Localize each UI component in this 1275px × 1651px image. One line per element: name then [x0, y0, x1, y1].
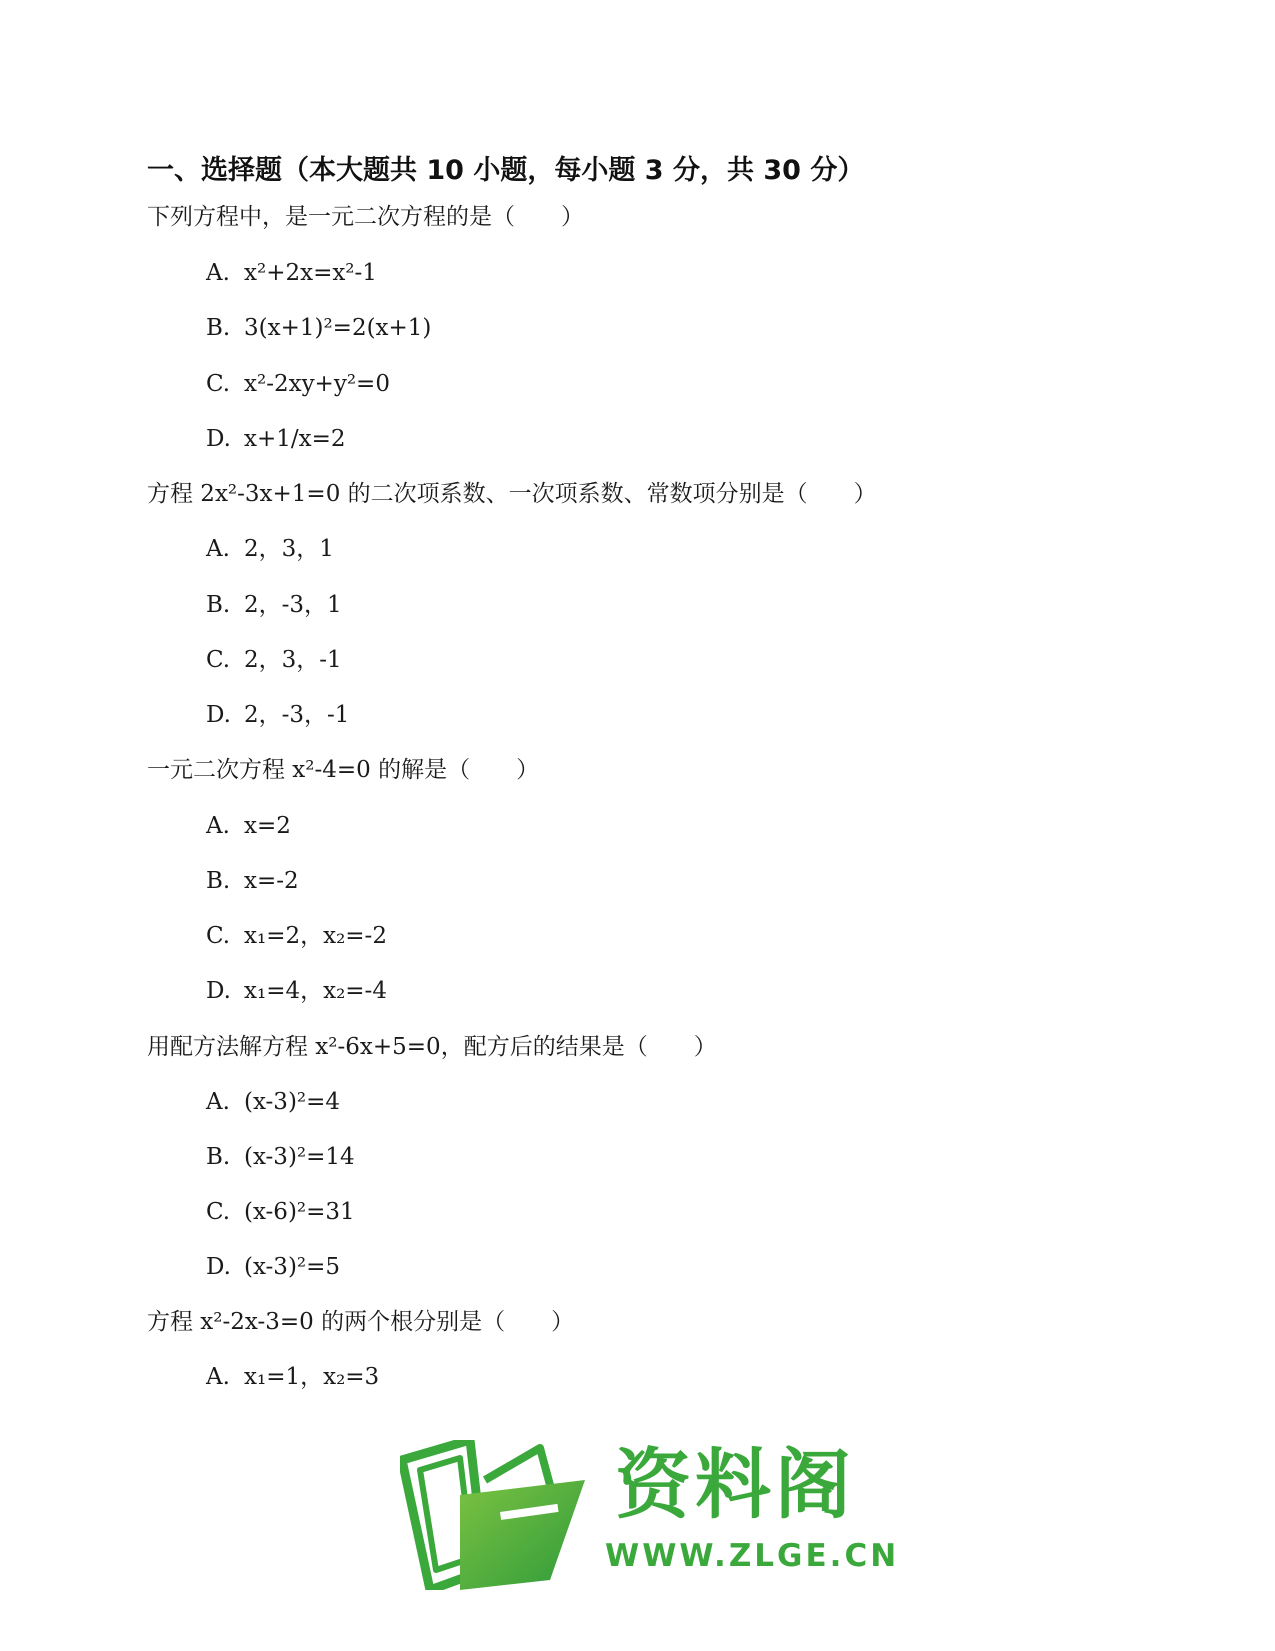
- question-option: [206, 699, 349, 731]
- section-title: 一、选择题（本大题共 10 小题，每小题 3 分，共 30 分）: [147, 155, 865, 186]
- option-label: D.: [206, 1254, 231, 1280]
- question-stem: 方程 2x²-3x+1=0 的二次项系数、一次项系数、常数项分别是（ ）: [147, 481, 877, 507]
- book-icon: [400, 1440, 600, 1590]
- question-option: [206, 1196, 355, 1228]
- option-text: x+1/x=2: [244, 426, 346, 452]
- option-text: x₁=2，x₂=-2: [244, 923, 387, 949]
- question-option: [206, 920, 387, 952]
- option-text: x₁=4，x₂=-4: [244, 978, 387, 1004]
- question-option: [206, 1141, 355, 1173]
- question-option: [206, 1251, 340, 1283]
- option-text: 2，3，-1: [244, 647, 342, 673]
- option-label: C.: [206, 647, 231, 673]
- option-text: (x-6)²=31: [244, 1199, 355, 1225]
- question-stem: 用配方法解方程 x²-6x+5=0，配方后的结果是（ ）: [147, 1034, 717, 1060]
- option-label: A.: [206, 260, 230, 286]
- option-text: 2，-3，1: [244, 592, 342, 618]
- question-option: [206, 644, 342, 676]
- option-label: A.: [206, 1089, 230, 1115]
- option-label: B.: [206, 592, 231, 618]
- option-label: C.: [206, 923, 231, 949]
- option-text: 2，-3，-1: [244, 702, 350, 728]
- option-label: A.: [206, 536, 230, 562]
- option-text: (x-3)²=5: [244, 1254, 341, 1280]
- option-label: D.: [206, 978, 231, 1004]
- question-option: [206, 312, 431, 344]
- option-text: x²-2xy+y²=0: [244, 371, 390, 397]
- option-label: B.: [206, 868, 231, 894]
- option-text: (x-3)²=4: [244, 1089, 341, 1115]
- option-text: x=-2: [244, 868, 299, 894]
- question-option: [206, 368, 390, 400]
- question-stem: 一元二次方程 x²-4=0 的解是（ ）: [147, 757, 540, 783]
- option-text: x=2: [244, 813, 291, 839]
- option-text: 3(x+1)²=2(x+1): [244, 315, 432, 341]
- option-label: C.: [206, 1199, 231, 1225]
- question-stem: 方程 x²-2x-3=0 的两个根分别是（ ）: [147, 1309, 575, 1335]
- question-option: [206, 533, 334, 565]
- question-option: [206, 810, 291, 842]
- watermark-url: WWW.ZLGE.CN: [605, 1538, 900, 1574]
- watermark-logo: [400, 1440, 900, 1590]
- option-label: A.: [206, 1364, 230, 1390]
- question-option: [206, 865, 299, 897]
- question-option: [206, 589, 342, 621]
- question-stem: 下列方程中，是一元二次方程的是（ ）: [147, 204, 584, 230]
- question-option: [206, 1361, 379, 1393]
- option-text: (x-3)²=14: [244, 1144, 355, 1170]
- option-label: D.: [206, 702, 231, 728]
- option-label: C.: [206, 371, 231, 397]
- option-text: x²+2x=x²-1: [244, 260, 377, 286]
- question-option: [206, 975, 387, 1007]
- question-option: [206, 257, 377, 289]
- option-label: B.: [206, 1144, 231, 1170]
- question-option: [206, 423, 346, 455]
- option-label: A.: [206, 813, 230, 839]
- option-text: x₁=1，x₂=3: [244, 1364, 380, 1390]
- watermark-name: 资料阁: [615, 1440, 855, 1529]
- option-label: D.: [206, 426, 231, 452]
- option-label: B.: [206, 315, 231, 341]
- option-text: 2，3，1: [244, 536, 334, 562]
- question-option: [206, 1086, 340, 1118]
